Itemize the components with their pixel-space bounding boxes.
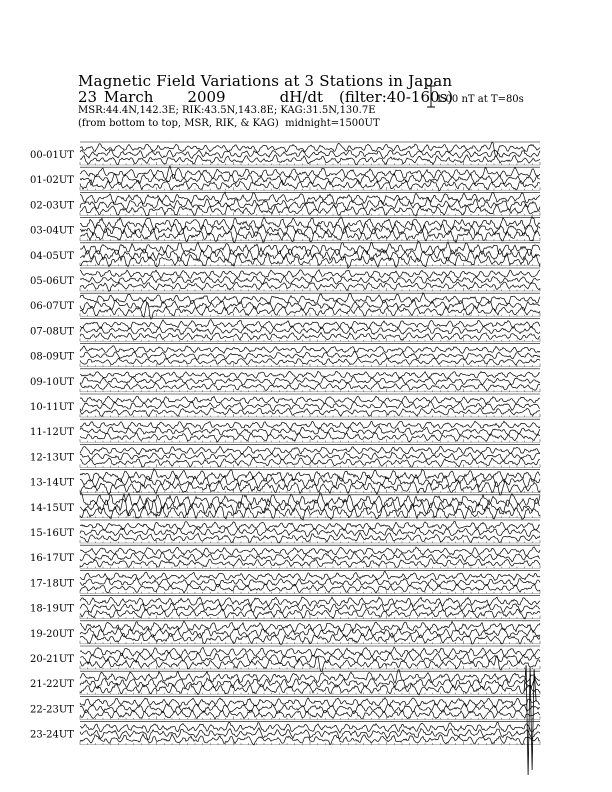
row-label: 02-03UT	[30, 200, 74, 212]
trace-kag	[80, 571, 540, 580]
minute-ticks	[80, 490, 540, 493]
hour-row	[30, 394, 540, 417]
hour-row	[30, 444, 540, 467]
row-label: 01-02UT	[30, 175, 74, 187]
minute-ticks	[80, 364, 540, 367]
midnight-note: midnight=1500UT	[285, 118, 380, 129]
minute-ticks	[80, 666, 540, 669]
chart-title: Magnetic Field Variations at 3 Stations in Japan	[78, 72, 453, 90]
hour-row	[30, 166, 540, 191]
row-label: 13-14UT	[30, 477, 74, 489]
hour-row	[30, 217, 540, 243]
hour-row	[30, 520, 540, 543]
scale-bar-label: 1.00 nT at T=80s	[436, 94, 524, 105]
row-label: 22-23UT	[30, 704, 74, 716]
row-label: 18-19UT	[30, 603, 74, 615]
trace-msr	[80, 302, 540, 319]
row-label: 21-22UT	[30, 679, 74, 691]
hour-row	[30, 621, 540, 645]
row-label: 00-01UT	[30, 150, 74, 161]
trace-kag	[80, 293, 540, 305]
hour-row	[30, 469, 540, 495]
trace-kag	[80, 647, 540, 657]
hour-row	[30, 241, 540, 268]
row-label: 07-08UT	[30, 326, 74, 338]
minute-ticks	[80, 565, 540, 568]
trace-kag	[80, 346, 540, 354]
hour-row	[30, 142, 540, 165]
hour-row	[30, 419, 540, 442]
hour-row	[30, 545, 540, 568]
trace-kag	[80, 396, 540, 404]
row-label: 20-21UT	[30, 654, 74, 665]
row-label: 10-11UT	[30, 402, 74, 413]
trace-kag	[80, 722, 540, 733]
trace-kag	[80, 421, 540, 429]
row-label: 14-15UT	[30, 502, 74, 514]
date-year: 2009	[187, 88, 226, 106]
trace-kag	[80, 192, 540, 204]
trace-rik	[80, 351, 540, 359]
hour-row	[30, 268, 540, 291]
row-label: 04-05UT	[30, 250, 74, 262]
hour-row	[30, 369, 540, 392]
minute-ticks	[80, 238, 540, 241]
hour-row	[30, 293, 540, 319]
hour-row	[30, 646, 540, 672]
trace-rik	[80, 326, 540, 335]
minute-ticks	[80, 464, 540, 467]
row-label: 16-17UT	[30, 553, 74, 565]
hour-row	[30, 192, 540, 216]
trace-rik	[80, 248, 540, 262]
trace-kag	[80, 469, 540, 482]
trace-kag	[80, 320, 540, 330]
trace-kag	[80, 166, 540, 180]
trace-rik	[80, 377, 540, 385]
trace-msr	[80, 481, 540, 495]
minute-ticks	[80, 389, 540, 392]
trace-rik	[80, 150, 540, 159]
hour-row	[30, 596, 540, 619]
trace-rik	[80, 223, 540, 236]
trace-rik	[80, 578, 540, 587]
trace-kag	[80, 446, 540, 454]
hour-row	[30, 670, 540, 695]
row-label: 06-07UT	[30, 301, 74, 313]
trace-kag	[80, 547, 540, 556]
hour-row	[30, 493, 540, 520]
hour-row	[30, 318, 540, 341]
row-label: 17-18UT	[30, 578, 74, 590]
stations-line: MSR:44.4N,142.3E; RIK:43.5N,143.8E; KAG:31.5N,130.7E	[78, 105, 376, 116]
date-month: March	[103, 88, 154, 106]
trace-rik	[80, 552, 540, 561]
minute-ticks	[80, 616, 540, 619]
date-day: 23	[78, 88, 98, 106]
row-label: 23-24UT	[30, 729, 74, 741]
minute-ticks	[80, 515, 540, 518]
spike-trace	[524, 665, 536, 775]
hour-row	[30, 344, 540, 367]
trace-rik	[80, 452, 540, 461]
row-label: 08-09UT	[30, 351, 74, 363]
row-label: 12-13UT	[30, 452, 74, 464]
row-label: 11-12UT	[30, 427, 74, 439]
row-label: 03-04UT	[30, 225, 74, 237]
row-label: 15-16UT	[30, 528, 74, 539]
hour-row	[30, 696, 540, 719]
trace-kag	[80, 371, 540, 378]
station-order: (from bottom to top, MSR, RIK, & KAG)	[78, 118, 279, 129]
row-label: 09-10UT	[30, 376, 74, 388]
quantity-label: dH/dt	[279, 88, 323, 106]
filter-label: (filter:40-160s)	[338, 88, 454, 106]
trace-kag	[80, 142, 540, 157]
minute-ticks	[80, 187, 540, 190]
hour-row	[30, 570, 540, 593]
row-label: 19-20UT	[30, 628, 74, 640]
minute-ticks	[80, 288, 540, 291]
trace-kag	[80, 270, 540, 279]
trace-rik	[80, 173, 540, 185]
trace-rik	[80, 402, 540, 411]
minute-ticks	[80, 439, 540, 442]
row-label: 05-06UT	[30, 276, 74, 287]
minute-ticks	[80, 590, 540, 593]
hour-row	[30, 722, 540, 745]
